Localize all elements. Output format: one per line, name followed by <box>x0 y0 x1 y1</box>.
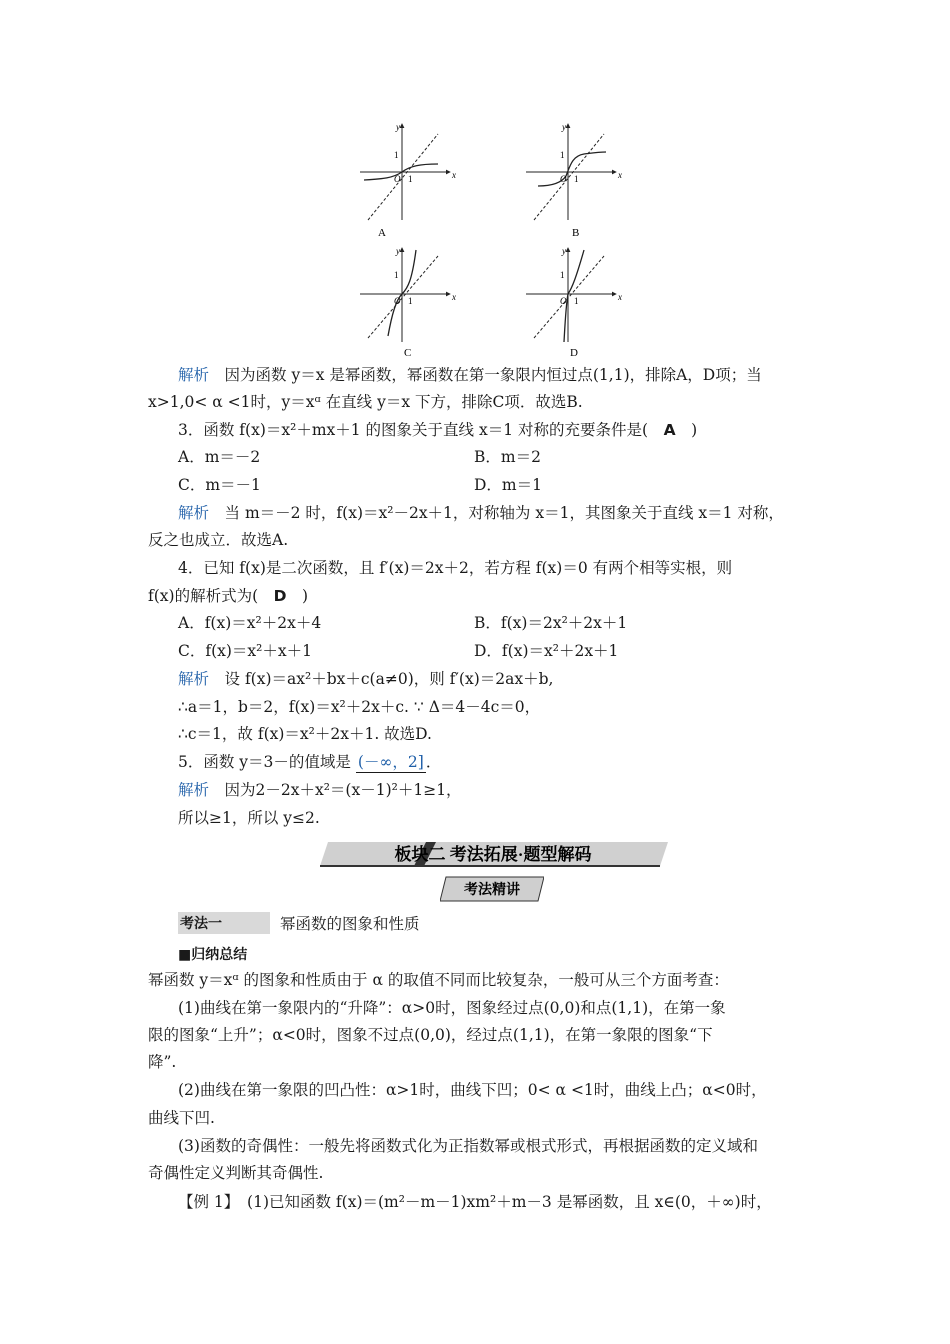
analysis-label: 解析 <box>178 366 210 384</box>
svg-text:1: 1 <box>560 270 565 280</box>
svg-text:O: O <box>394 296 401 306</box>
question-4-line-1: 4．已知 f(x)是二次函数，且 f′(x)＝2x＋2，若方程 f(x)＝0 有两个相等实根，则 <box>178 559 733 577</box>
svg-text:y: y <box>562 122 566 132</box>
method-title: 幂函数的图象和性质 <box>280 915 420 933</box>
method-tag: 考法一 <box>180 916 222 932</box>
solution-4-line-2: ∴a＝1，b＝2，f(x)＝x²＋2x＋c. ∵ Δ＝4－4c＝0， <box>178 698 541 716</box>
svg-text:O: O <box>394 174 401 184</box>
graph-c <box>358 244 458 360</box>
graph-label-d: D <box>570 347 578 359</box>
svg-text:1: 1 <box>394 150 399 160</box>
svg-text:1: 1 <box>560 150 565 160</box>
svg-text:y: y <box>396 246 400 256</box>
body-p3b: 曲线下凹. <box>148 1109 215 1127</box>
svg-text:O: O <box>560 174 567 184</box>
svg-text:1: 1 <box>574 174 579 184</box>
summary-header: ■归纳总结 <box>178 947 248 963</box>
badge-text: 考法精讲 <box>464 883 520 898</box>
option-4b: B．f(x)＝2x²＋2x＋1 <box>474 614 628 632</box>
banner-text: 板块二 考法拓展·题型解码 <box>394 845 592 864</box>
solution-5-line-2: 所以≥1，所以 y≤2. <box>178 809 320 827</box>
solution-2-line-1: 解析 因为函数 y＝x 是幂函数，幂函数在第一象限内恒过点(1,1)，排除A，D项；当 <box>178 366 762 384</box>
option-4c: C．f(x)＝x²＋x＋1 <box>178 642 312 660</box>
svg-text:x: x <box>452 292 456 302</box>
method-badge <box>440 876 544 902</box>
graph-label-c: C <box>404 347 412 359</box>
svg-text:y: y <box>562 246 566 256</box>
graph-a <box>358 120 458 242</box>
solution-3-line-1: 解析 当 m＝－2 时，f(x)＝x²－2x＋1，对称轴为 x＝1，其图象关于直线 x＝1 对称， <box>178 504 784 522</box>
svg-text:1: 1 <box>408 174 413 184</box>
answer-5: (－∞，2] <box>356 752 426 773</box>
analysis-label: 解析 <box>178 781 210 799</box>
svg-text:1: 1 <box>394 270 399 280</box>
solution-5-line-1: 解析 因为2－2x＋x²＝(x－1)²＋1≥1， <box>178 781 462 799</box>
option-4d: D．f(x)＝x²＋2x＋1 <box>474 642 619 660</box>
solution-4-line-1: 解析 设 f(x)＝ax²＋bx＋c(a≠0)，则 f′(x)＝2ax＋b, <box>178 670 554 688</box>
svg-text:x: x <box>452 170 456 180</box>
question-3: 3．函数 f(x)＝x²＋mx＋1 的图象关于直线 x＝1 对称的充要条件是( A ) <box>178 421 698 439</box>
body-p2b: 限的图象“上升”；α<0时，图象不过点(0,0)，经过点(1,1)，在第一象限的图象“下 <box>148 1026 713 1044</box>
option-3d: D．m＝1 <box>474 476 542 494</box>
svg-text:O: O <box>560 296 567 306</box>
body-p4a: (3)函数的奇偶性：一般先将函数式化为正指数幂或根式形式，再根据函数的定义域和 <box>178 1137 758 1155</box>
graph-d <box>524 244 624 360</box>
option-3b: B．m＝2 <box>474 448 541 466</box>
graph-b <box>524 120 624 242</box>
section-banner <box>318 840 668 868</box>
solution-2-line-2: x>1,0< α <1时，y＝xᵅ 在直线 y＝x 下方，排除C项．故选B. <box>148 393 583 411</box>
question-4-line-2: f(x)的解析式为( D ) <box>148 587 309 605</box>
answer-4: D <box>273 587 287 605</box>
option-3c: C．m＝－1 <box>178 476 261 494</box>
answer-3: A <box>663 421 676 439</box>
svg-text:1: 1 <box>574 296 579 306</box>
solution-3-line-2: 反之也成立．故选A. <box>148 531 289 549</box>
analysis-label: 解析 <box>178 504 210 522</box>
body-p1: 幂函数 y＝xᵅ 的图象和性质由于 α 的取值不同而比较复杂，一般可从三个方面考查： <box>148 971 729 989</box>
question-5: 5．函数 y＝3－的值域是 (－∞，2] ． <box>178 753 442 771</box>
svg-text:x: x <box>618 292 622 302</box>
solution-4-line-3: ∴c＝1，故 f(x)＝x²＋2x＋1. 故选D. <box>178 725 432 743</box>
svg-text:x: x <box>618 170 622 180</box>
graph-label-b: B <box>572 227 580 239</box>
option-4a: A．f(x)＝x²＋2x＋4 <box>178 614 322 632</box>
body-p3a: (2)曲线在第一象限的凹凸性：α>1时，曲线下凹；0< α <1时，曲线上凸；α<0时， <box>178 1081 767 1099</box>
svg-text:1: 1 <box>408 296 413 306</box>
body-p2a: (1)曲线在第一象限内的“升降”：α>0时，图象经过点(0,0)和点(1,1)，在第一象 <box>178 999 726 1017</box>
y-axis-label: y <box>396 122 400 132</box>
graph-label-a: A <box>378 227 386 239</box>
body-p4b: 奇偶性定义判断其奇偶性. <box>148 1164 324 1182</box>
body-p2c: 降”. <box>148 1053 177 1071</box>
option-3a: A．m＝－2 <box>178 448 261 466</box>
example-1: 【例 1】 (1)已知函数 f(x)＝(m²－m－1)xm²＋m－3 是幂函数，且 x∈(0，＋∞)时， <box>178 1193 772 1211</box>
analysis-label: 解析 <box>178 670 210 688</box>
